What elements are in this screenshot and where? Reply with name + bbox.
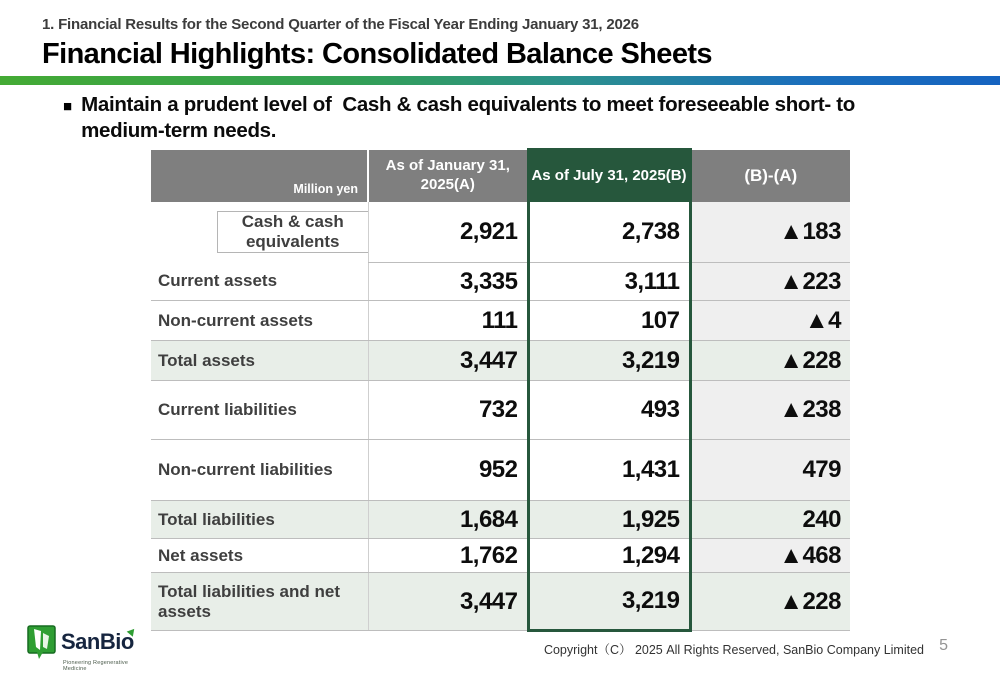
value-cell-diff: ▲468 [690, 539, 850, 573]
table-row [151, 301, 850, 341]
value-cell-diff: ▲223 [690, 263, 850, 301]
row-label-cell [151, 202, 368, 263]
copyright-text: Copyright（C） 2025 All Rights Reserved, SanBio Company Limited [543, 643, 924, 657]
row-label-cell: Current liabilities [151, 381, 368, 440]
company-logo [27, 625, 147, 672]
logo-wordmark: SanBio [61, 629, 134, 654]
page-title: Financial Highlights: Consolidated Balance Sheets [42, 38, 712, 70]
table-row [151, 202, 850, 263]
logo-tagline: Pioneering Regenerative Medicine [63, 660, 129, 672]
value-cell-b: 3,219 [528, 341, 690, 381]
value-cell-diff: 240 [690, 501, 850, 539]
column-header-b-highlighted: As of July 31, 2025(B) [528, 150, 690, 202]
row-label-cell: Non-current assets [151, 301, 368, 341]
row-label-cell: Non-current liabilities [151, 440, 368, 501]
balance-sheet-table [151, 148, 850, 632]
row-label-cell: Total liabilities [151, 501, 368, 539]
row-label-cell: Net assets [151, 539, 368, 573]
value-cell-diff: ▲4 [690, 301, 850, 341]
square-bullet-icon: ■ [63, 98, 73, 115]
value-cell-b: 2,738 [528, 202, 690, 263]
value-cell-a: 2,921 [368, 202, 528, 263]
value-cell-diff: 479 [690, 440, 850, 501]
table-header-row [151, 150, 850, 202]
value-cell-diff: ▲238 [690, 381, 850, 440]
value-cell-a: 111 [368, 301, 528, 341]
value-cell-b: 3,111 [528, 263, 690, 301]
column-header-a: As of January 31, 2025(A) [368, 150, 528, 202]
row-label-cell: Current assets [151, 263, 368, 301]
value-cell-b: 1,925 [528, 501, 690, 539]
value-cell-a: 952 [368, 440, 528, 501]
key-message [63, 92, 943, 143]
value-cell-a: 3,447 [368, 341, 528, 381]
row-label-cell: Total assets [151, 341, 368, 381]
column-header-diff: (B)-(A) [690, 150, 850, 202]
unit-label-cell: Million yen [151, 150, 368, 202]
key-message-text: Maintain a prudent level of Cash & cash equivalents to meet foreseeable short- to medium-term needs. [81, 93, 861, 142]
value-cell-a: 1,762 [368, 539, 528, 573]
table-row [151, 440, 850, 501]
value-cell-b: 3,219 [528, 573, 690, 631]
value-cell-b: 1,431 [528, 440, 690, 501]
value-cell-b: 493 [528, 381, 690, 440]
table-row [151, 539, 850, 573]
title-underline-rule [0, 76, 1000, 85]
table-row [151, 501, 850, 539]
row-label-cell: Total liabilities and net assets [151, 573, 368, 631]
row-label: Cash & cash equivalents [217, 211, 368, 254]
value-cell-a: 732 [368, 381, 528, 440]
table-row [151, 341, 850, 381]
value-cell-diff: ▲183 [690, 202, 850, 263]
table-row [151, 263, 850, 301]
table-row [151, 573, 850, 631]
value-cell-b: 107 [528, 301, 690, 341]
value-cell-diff: ▲228 [690, 573, 850, 631]
value-cell-b: 1,294 [528, 539, 690, 573]
value-cell-a: 1,684 [368, 501, 528, 539]
page-number: 5 [939, 637, 948, 654]
table-row [151, 381, 850, 440]
sanbio-leaf-icon [27, 625, 59, 659]
balance-table-body [151, 202, 850, 631]
section-eyebrow: 1. Financial Results for the Second Quarter of the Fiscal Year Ending January 31, 2026 [42, 16, 639, 33]
value-cell-diff: ▲228 [690, 341, 850, 381]
value-cell-a: 3,447 [368, 573, 528, 631]
value-cell-a: 3,335 [368, 263, 528, 301]
